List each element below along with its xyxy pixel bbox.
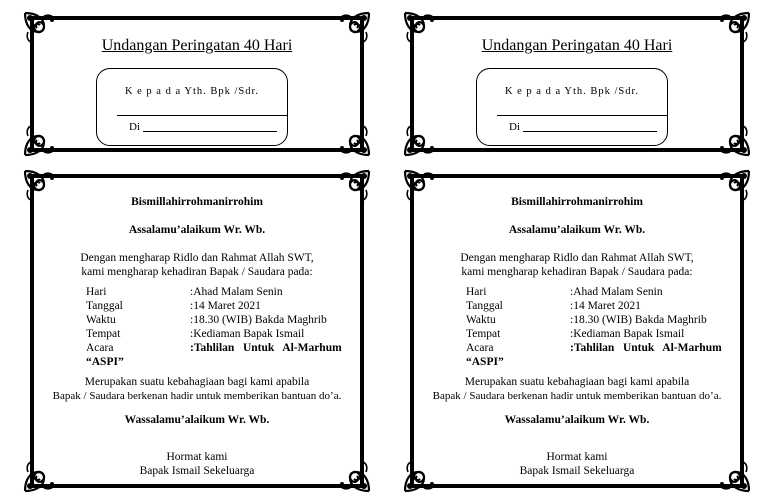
address-recipient-label: K e p a d a Yth. Bpk /Sdr. [124,86,260,97]
address-line [143,131,277,132]
address-recipient-label: K e p a d a Yth. Bpk /Sdr. [504,86,640,97]
envelope-title: Undangan Peringatan 40 Hari [101,37,293,54]
address-line [497,115,667,116]
bismillah-text: Bismillahirrohmanirrohim [511,196,643,208]
acara-continuation: “ASPI” [86,356,124,368]
detail-value-waktu: :18.30 (WIB) Bakda Maghrib [190,314,327,326]
intro-line: Dengan mengharap Ridlo dan Rahmat Allah SWT, [460,252,694,264]
address-line [523,131,657,132]
signature-text: Bapak Ismail Sekeluarga [139,465,255,477]
closing-line: Bapak / Saudara berkenan hadir untuk memberikan bantuan do’a. [432,390,722,402]
intro-line: kami mengharap kehadiran Bapak / Saudara pada: [81,266,313,278]
detail-label-tempat: Tempat [86,328,121,340]
regards-text: Hormat kami [546,451,608,463]
signature-text: Bapak Ismail Sekeluarga [519,465,635,477]
regards-text: Hormat kami [166,451,228,463]
intro-line: Dengan mengharap Ridlo dan Rahmat Allah SWT, [80,252,314,264]
detail-label-tempat: Tempat [466,328,501,340]
corner-flourish-icon [338,124,372,158]
closing-line: Merupakan suatu kebahagiaan bagi kami apabila [84,376,310,388]
salam-closing: Wassalamu’alaikum Wr. Wb. [124,414,270,426]
salam-closing: Wassalamu’alaikum Wr. Wb. [504,414,650,426]
corner-flourish-icon [402,124,436,158]
bismillah-text: Bismillahirrohmanirrohim [131,196,263,208]
detail-value-hari: :Ahad Malam Senin [190,286,283,298]
invitation-card-right [402,168,752,494]
detail-value-waktu: :18.30 (WIB) Bakda Maghrib [570,314,707,326]
envelope-card-left [22,10,372,158]
detail-value-tanggal: :14 Maret 2021 [190,300,261,312]
address-di-label: Di [509,121,520,133]
salam-opening: Assalamu’alaikum Wr. Wb. [128,224,266,236]
detail-label-waktu: Waktu [466,314,496,326]
corner-flourish-icon [22,124,56,158]
corner-flourish-icon [718,124,752,158]
address-box [96,68,288,146]
envelope-card-right [402,10,752,158]
acara-continuation: “ASPI” [466,356,504,368]
envelope-title: Undangan Peringatan 40 Hari [481,37,673,54]
detail-label-tanggal: Tanggal [466,300,503,312]
detail-label-acara: Acara [86,342,114,354]
detail-value-tempat: :Kediaman Bapak Ismail [190,328,305,340]
salam-opening: Assalamu’alaikum Wr. Wb. [508,224,646,236]
closing-line: Merupakan suatu kebahagiaan bagi kami apabila [464,376,690,388]
closing-line: Bapak / Saudara berkenan hadir untuk memberikan bantuan do’a. [52,390,342,402]
invitation-card-left [22,168,372,494]
address-di-label: Di [129,121,140,133]
intro-line: kami mengharap kehadiran Bapak / Saudara pada: [461,266,693,278]
detail-label-hari: Hari [466,286,487,298]
detail-label-hari: Hari [86,286,107,298]
detail-label-acara: Acara [466,342,494,354]
detail-value-tempat: :Kediaman Bapak Ismail [570,328,685,340]
detail-value-tanggal: :14 Maret 2021 [570,300,641,312]
detail-value-acara: :Tahlilan Untuk Al-Marhum [570,342,722,354]
detail-label-waktu: Waktu [86,314,116,326]
address-line [117,115,287,116]
detail-label-tanggal: Tanggal [86,300,123,312]
address-box [476,68,668,146]
detail-value-acara: :Tahlilan Untuk Al-Marhum [190,342,342,354]
detail-value-hari: :Ahad Malam Senin [570,286,663,298]
